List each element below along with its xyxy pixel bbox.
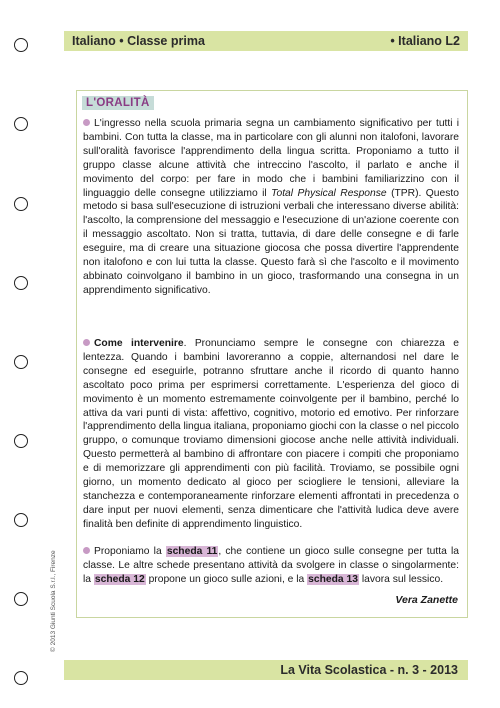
binder-hole (14, 38, 28, 52)
bullet-dot-icon (83, 339, 90, 346)
paragraph-schede-text: lavora sul lessico. (358, 573, 444, 585)
binder-hole (14, 355, 28, 369)
binder-hole (14, 197, 28, 211)
scheda-11-link: scheda 11 (166, 546, 218, 557)
paragraph-how-to-text: . Pronunciamo sempre le consegne con chiarezza e lentezza. Quando i bambini lavoreranno a coppie, alternandosi nel dare le consegne ed eseguirle, potranno sfruttare anche il ricordo di quanto hanno ascoltato poco prima per esprimersi correttamente. L'esperienza del gioco di movimento è un momento estremamente coinvolgente per il bambino, perché lo attiva da vari punti di vista: affettivo, cognitivo, motorio ed emotivo. Per rinforzare l'apprendimento della lingua italiana, proponiamo giochi con la classe o nel piccolo gruppo, o comunque troviamo dimensioni giocose anche nelle attività individuali. Questo permetterà al bambino di affrontare con piacere i compiti che proponiamo e di memorizzare gli apprendimenti con più facilità. Troviamo, se possibile ogni giorno, un momento dedicato al gioco per sciogliere le tensioni, alleviare la stanchezza e contemporaneamente rinforzare elementi affrontati in precedenza o dare input per nuovi elementi, senza dimenticare che l'attività ludica deve avere finalità ben definite di apprendimento linguistico. (83, 338, 459, 530)
paragraph-schede-text: Proponiamo la (94, 546, 166, 557)
paragraph-schede-text: propone un gioco sulle azioni, e la (145, 573, 308, 585)
scheda-13-link: scheda 13 (308, 573, 358, 585)
binder-hole (14, 434, 28, 448)
paragraph-how-to (83, 337, 459, 532)
subheading-come-intervenire: Come intervenire (94, 338, 184, 349)
binder-hole (14, 671, 28, 685)
section-title: L'ORALITÀ (82, 96, 154, 110)
paragraph-intro (83, 117, 459, 298)
method-name: Total Physical Response (271, 187, 387, 199)
page-footer (64, 660, 468, 680)
header-section: • Italiano L2 (390, 34, 460, 48)
paragraph-intro-text-rest: (TPR). Questo metodo si basa sull'esecuzione di istruzioni verbali che interessano diverse abilità: l'ascolto, la comprensione del messaggio e l'esecuzione di un'azione coerente con il messaggio ascoltato. Non si tratta, tuttavia, di dare delle consegne e di farle eseguire, ma di creare una situazione giocosa che possa divertire l'apprendente non italofono e con lui tutta la classe. Questo farà sì che l'ascolto e il movimento abbinato coinvolgano il bambino in un gioco, trasformando una consegna in un apprendimento significativo. (83, 187, 459, 296)
page-header (64, 31, 468, 51)
copyright-notice: © 2013 Giunti Scuola S.r.l., Firenze (50, 550, 57, 652)
paragraph-schede-text: , che contiene un gioco sulle consegne per tutta la classe. Le altre schede presentano attività da svolgere in classe o singolarmente: la (83, 546, 459, 585)
paragraph-schede (83, 545, 459, 587)
footer-publication: La Vita Scolastica - n. 3 - 2013 (280, 663, 458, 677)
binder-hole (14, 513, 28, 527)
paragraph-intro-text: L'ingresso nella scuola primaria segna un cambiamento significativo per tutti i bambini. Con tutta la classe, ma in particolare con gli alunni non italofoni, lavorare sull'oralità favorisce l'apprendimento della lingua scritta. Proponiamo a tutto il gruppo classe alcune attività che intreccino l'ascolto, il parlato e anche il movimento del corpo: per fare in modo che i bambini familiarizzino con il linguaggio delle consegne utilizziamo il (83, 118, 459, 199)
bullet-dot-icon (83, 547, 90, 554)
header-subject: Italiano • Classe prima (72, 34, 205, 48)
scheda-12-link: scheda 12 (94, 573, 145, 585)
binder-hole (14, 276, 28, 290)
author-signature: Vera Zanette (395, 594, 458, 606)
binder-hole (14, 117, 28, 131)
binder-hole (14, 592, 28, 606)
bullet-dot-icon (83, 119, 90, 126)
